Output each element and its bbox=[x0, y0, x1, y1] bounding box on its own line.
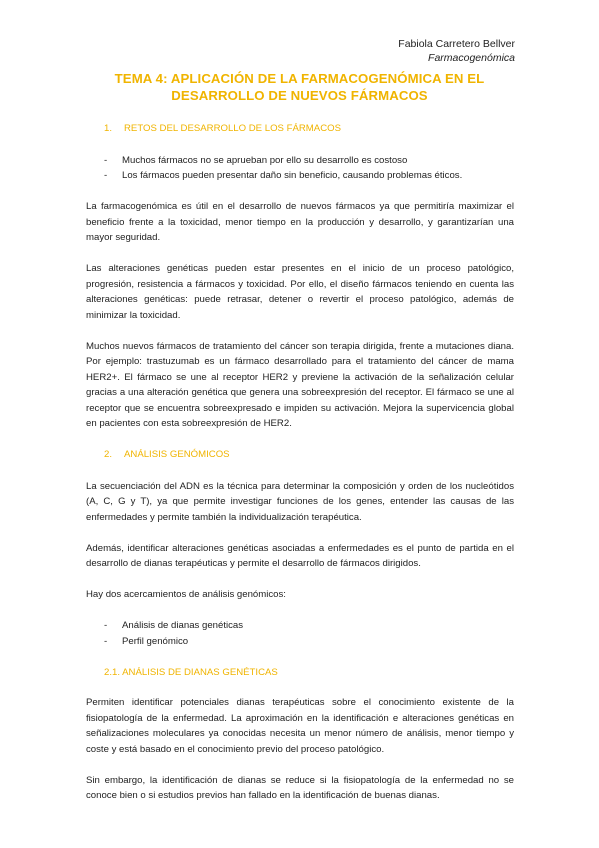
paragraph: Sin embargo, la identificación de dianas se reduce si la fisiopatología de la enfermedad no se conoce bien o si estudios previos han fallado en la identificación de buenas dianas. bbox=[86, 774, 514, 801]
paragraph: Muchos nuevos fármacos de tratamiento del cáncer son terapia dirigida, frente a mutaciones diana. Por ejemplo: trastuzumab es un fármaco desarrollado para el tratamiento del cáncer de mama HER2+. El fármaco se une al receptor HER2 y previene la activación de la señalización celular gracias a una alteración genética que genera una sobreexpresión del receptor. El fármaco se une al receptor que se encuentra sobreexpresado e impiden su activación. Mejora la supervicencia global en pacientes con esta sobreexpresión de HER2. bbox=[86, 340, 514, 429]
section-title: RETOS DEL DESARROLLO DE LOS FÁRMACOS bbox=[124, 123, 341, 134]
list-item: - Muchos fármacos no se aprueban por ello su desarrollo es costoso bbox=[104, 154, 408, 166]
title-line-2: DESARROLLO DE NUEVOS FÁRMACOS bbox=[171, 88, 428, 103]
list-item: - Los fármacos pueden presentar daño sin beneficio, causando problemas éticos. bbox=[104, 170, 463, 181]
section-heading-1 bbox=[104, 121, 514, 137]
document-body bbox=[86, 121, 514, 819]
bullet-list-2 bbox=[86, 618, 514, 649]
paragraph: Permiten identificar potenciales dianas terapéuticas sobre el conocimiento existente de la fisiopatología de la enfermedad. La aproximación en la identificación e alteraciones genéticas en señalizaciones moleculares ya conocidas necesita un menor número de análisis, menor tiempo y coste y está basado en el conocimiento previo del proceso patológico. bbox=[86, 697, 514, 755]
subject-name: Farmacogenómica bbox=[428, 52, 515, 64]
bullet-list-1 bbox=[86, 153, 514, 184]
title-line-1: TEMA 4: APLICACIÓN DE LA FARMACOGENÓMICA EN EL bbox=[114, 71, 485, 86]
section-number: 2. bbox=[104, 449, 113, 460]
paragraph: Además, identificar alteraciones genéticas asociadas a enfermedades es el punto de partida en el desarrollo de dianas terapéuticas y permite el desarrollo de fármacos dirigidos. bbox=[86, 542, 514, 569]
document-title bbox=[0, 70, 599, 104]
subsection-heading: 2.1. ANÁLISIS DE DIANAS GENÉTICAS bbox=[104, 666, 278, 678]
list-item: - Perfil genómico bbox=[104, 635, 189, 647]
author-name: Fabiola Carretero Bellver bbox=[398, 38, 515, 50]
page-header bbox=[398, 37, 515, 65]
paragraph: Hay dos acercamientos de análisis genómicos: bbox=[86, 589, 286, 600]
section-number: 1. bbox=[104, 123, 113, 134]
list-item: - Análisis de dianas genéticas bbox=[104, 620, 244, 631]
paragraph: La farmacogenómica es útil en el desarrollo de nuevos fármacos ya que permitiría maximizar el beneficio frente a la toxicidad, menor tiempo en la producción y desarrollo, y garantizarían una mayor seguridad. bbox=[86, 201, 514, 243]
paragraph: La secuenciación del ADN es la técnica para determinar la composición y orden de los nucleótidos (A, C, G y T), ya que permite investigar funciones de los genes, entender las causas de las enfermedades y permite también la individualización terapéutica. bbox=[86, 480, 514, 523]
paragraph: Las alteraciones genéticas pueden estar presentes en el inicio de un proceso patológico, progresión, resistencia a fármacos y toxicidad. Por ello, el diseño fármacos teniendo en cuenta las alteraciones genéticas: puede retrasar, detener o revertir el proceso patológico, además de minimizar la toxicidad. bbox=[86, 263, 514, 321]
section-heading-2 bbox=[104, 447, 514, 463]
section-title: ANÁLISIS GENÓMICOS bbox=[124, 449, 230, 460]
